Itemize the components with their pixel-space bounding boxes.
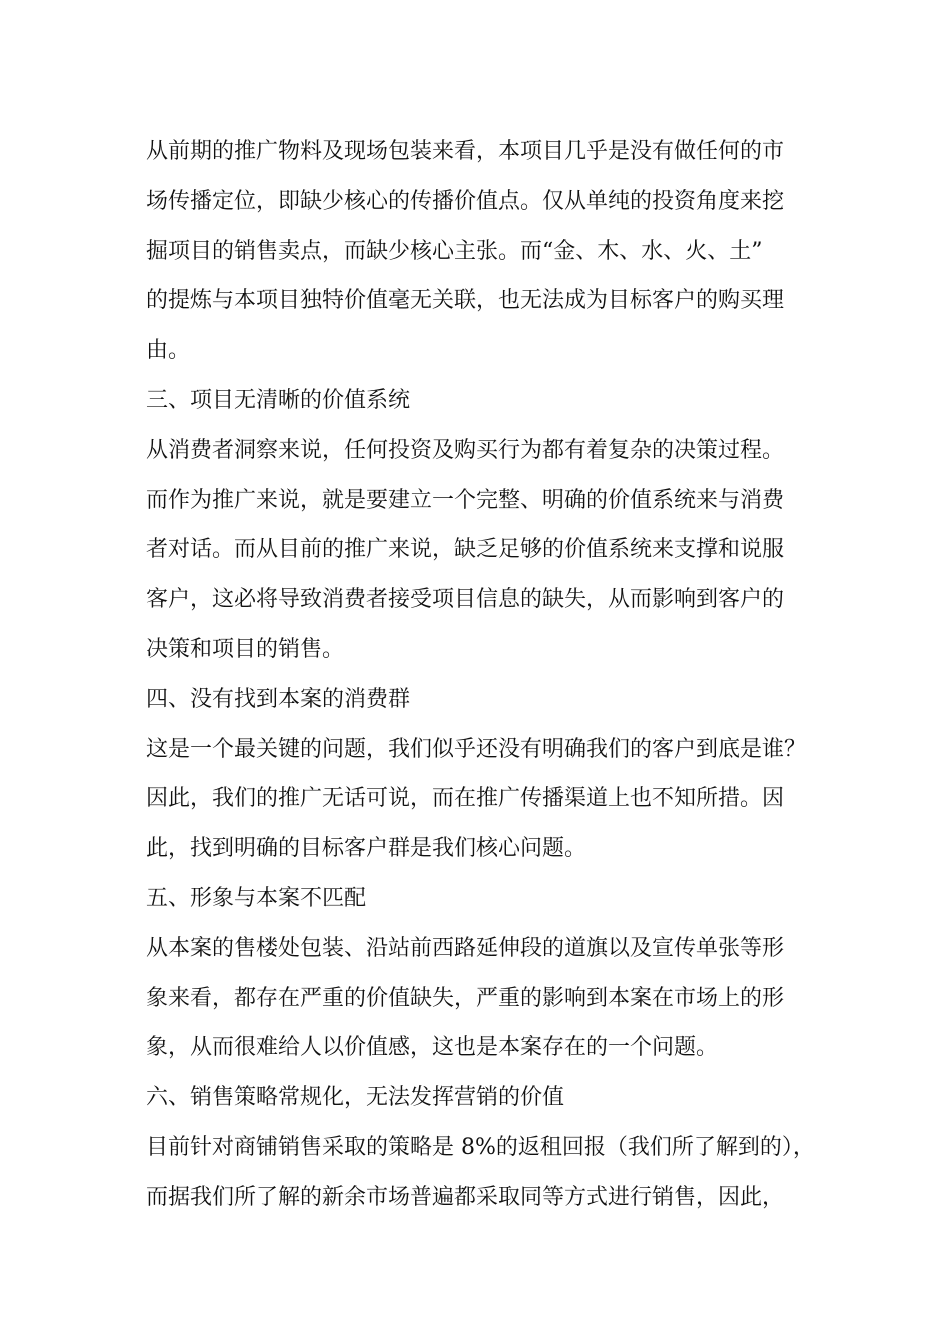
paragraph-line: 场传播定位，即缺少核心的传播价值点。仅从单纯的投资角度来挖 [146,189,785,214]
paragraph-line: 这是一个最关键的问题，我们似乎还没有明确我们的客户到底是谁？ [146,737,807,762]
paragraph-line: 者对话。而从目前的推广来说，缺乏足够的价值系统来支撑和说服 [146,537,785,562]
paragraph-line: 从前期的推广物料及现场包装来看，本项目几乎是没有做任何的市 [146,139,785,164]
paragraph-line: 而作为推广来说，就是要建立一个完整、明确的价值系统来与消费 [146,488,785,513]
paragraph-line: 象，从而很难给人以价值感，这也是本案存在的一个问题。 [146,1035,719,1060]
section-heading: 四、没有找到本案的消费群 [146,687,411,712]
paragraph-line: 由。 [146,338,191,363]
paragraph-line: 因此，我们的推广无话可说，而在推广传播渠道上也不知所措。因 [146,786,785,811]
paragraph-line: 的提炼与本项目独特价值毫无关联，也无法成为目标客户的购买理 [146,288,785,313]
section-heading: 三、项目无清晰的价值系统 [146,388,411,413]
paragraph-line: 从消费者洞察来说，任何投资及购买行为都有着复杂的决策过程。 [146,438,785,463]
paragraph-line: 客户，这必将导致消费者接受项目信息的缺失，从而影响到客户的 [146,587,785,612]
paragraph-line: 此，找到明确的目标客户群是我们核心问题。 [146,836,587,861]
paragraph-line: 而据我们所了解的新余市场普遍都采取同等方式进行销售，因此， [146,1185,785,1210]
section-heading: 五、形象与本案不匹配 [146,886,367,911]
section-heading: 六、销售策略常规化，无法发挥营销的价值 [146,1085,565,1110]
paragraph-line: 象来看，都存在严重的价值缺失，严重的影响到本案在市场上的形 [146,986,785,1011]
paragraph-line: 掘项目的销售卖点，而缺少核心主张。而“金、木、水、火、土” [146,239,763,264]
paragraph-line: 从本案的售楼处包装、沿站前西路延伸段的道旗以及宣传单张等形 [146,936,785,961]
paragraph-line: 决策和项目的销售。 [146,637,345,662]
paragraph-line: 目前针对商铺销售采取的策略是 8%的返租回报（我们所了解到的）， [146,1135,815,1160]
